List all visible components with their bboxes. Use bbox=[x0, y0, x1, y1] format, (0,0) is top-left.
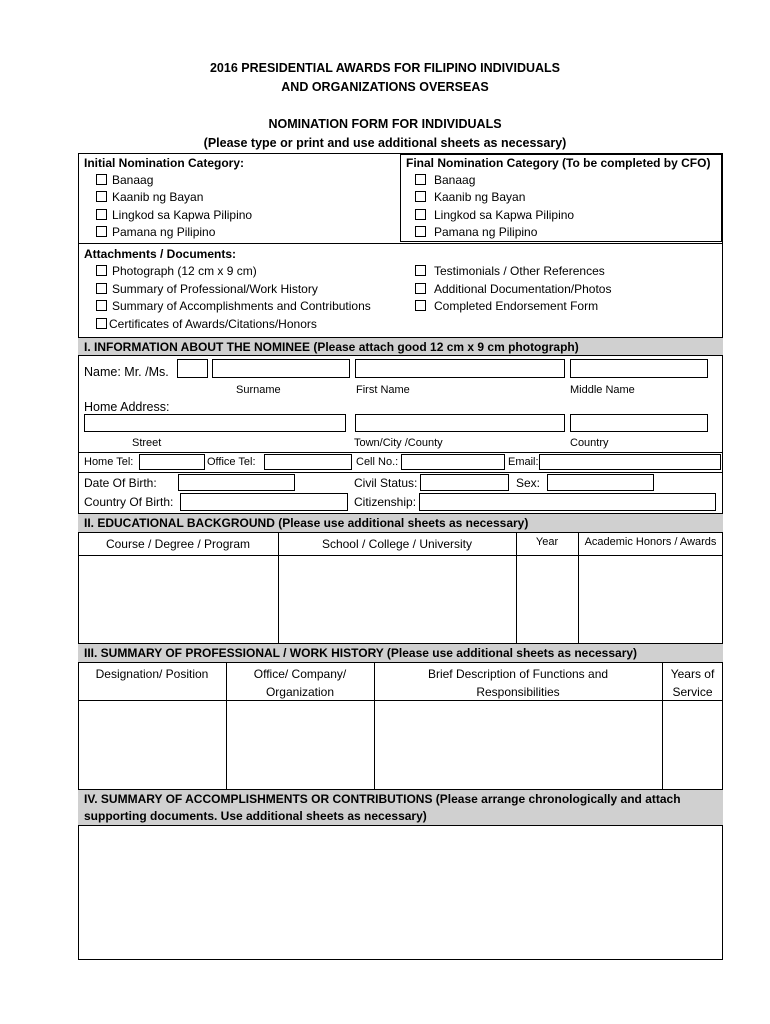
surname-field[interactable] bbox=[212, 359, 350, 378]
final-option-label: Kaanib ng Bayan bbox=[434, 190, 526, 204]
attachment-label: Summary of Professional/Work History bbox=[112, 282, 318, 296]
country-caption: Country bbox=[570, 437, 609, 449]
section2-heading: II. EDUCATIONAL BACKGROUND (Please use additional sheets as necessary) bbox=[84, 516, 529, 530]
final-pamana-checkbox[interactable] bbox=[415, 226, 426, 237]
column-divider bbox=[516, 533, 517, 643]
final-option-label: Banaag bbox=[434, 173, 476, 187]
divider bbox=[78, 452, 723, 453]
work-col-office-line2: Organization bbox=[265, 685, 335, 699]
email-field[interactable] bbox=[539, 454, 721, 470]
edu-col-year: Year bbox=[535, 536, 559, 548]
first-name-caption: First Name bbox=[356, 384, 410, 396]
dob-field[interactable] bbox=[178, 474, 295, 491]
attachment-label: Certificates of Awards/Citations/Honors bbox=[109, 317, 317, 331]
surname-caption: Surname bbox=[236, 384, 281, 396]
country-field[interactable] bbox=[570, 414, 708, 432]
main-title-line1: 2016 PRESIDENTIAL AWARDS FOR FILIPINO INDIVIDUALS bbox=[209, 61, 561, 75]
street-field[interactable] bbox=[84, 414, 346, 432]
attachment-label: Completed Endorsement Form bbox=[434, 299, 599, 313]
initial-banaag-checkbox[interactable] bbox=[96, 174, 107, 185]
name-label: Name: Mr. /Ms. bbox=[84, 365, 169, 379]
initial-category-label: Initial Nomination Category: bbox=[84, 156, 245, 170]
work-col-designation: Designation/ Position bbox=[95, 667, 209, 681]
certificates-checkbox[interactable] bbox=[96, 318, 107, 329]
attachment-label: Photograph (12 cm x 9 cm) bbox=[112, 264, 257, 278]
section2-header bbox=[78, 513, 723, 533]
street-caption: Street bbox=[132, 437, 162, 449]
sex-label: Sex: bbox=[516, 476, 541, 490]
form-title: NOMINATION FORM FOR INDIVIDUALS bbox=[268, 117, 502, 131]
attachment-label: Testimonials / Other References bbox=[434, 264, 605, 278]
final-kaanib-checkbox[interactable] bbox=[415, 191, 426, 202]
middle-name-caption: Middle Name bbox=[570, 384, 635, 396]
final-option-label: Lingkod sa Kapwa Pilipino bbox=[434, 208, 575, 222]
dob-label: Date Of Birth: bbox=[84, 476, 157, 490]
attachment-label: Additional Documentation/Photos bbox=[434, 282, 612, 296]
attachment-label: Summary of Accomplishments and Contributions bbox=[112, 299, 371, 313]
accomplishments-checkbox[interactable] bbox=[96, 300, 107, 311]
middle-name-field[interactable] bbox=[570, 359, 708, 378]
form-instructions: (Please type or print and use additional sheets as necessary) bbox=[203, 136, 567, 150]
cell-no-label: Cell No.: bbox=[356, 456, 399, 468]
cell-no-field[interactable] bbox=[401, 454, 505, 470]
section4-header bbox=[78, 789, 723, 826]
home-address-label: Home Address: bbox=[84, 400, 170, 414]
work-col-years-line1: Years of bbox=[670, 667, 715, 681]
section3-header bbox=[78, 643, 723, 663]
initial-option-label: Banaag bbox=[112, 173, 154, 187]
section4-heading-line2: supporting documents. Use additional sheets as necessary) bbox=[84, 809, 427, 823]
initial-option-label: Kaanib ng Bayan bbox=[112, 190, 204, 204]
work-col-description-line2: Responsibilities bbox=[476, 685, 560, 699]
initial-pamana-checkbox[interactable] bbox=[96, 226, 107, 237]
final-banaag-checkbox[interactable] bbox=[415, 174, 426, 185]
column-divider bbox=[226, 663, 227, 789]
edu-col-course: Course / Degree / Program bbox=[105, 537, 251, 551]
work-col-description-line1: Brief Description of Functions and bbox=[427, 667, 609, 681]
column-divider bbox=[662, 663, 663, 789]
section3-heading: III. SUMMARY OF PROFESSIONAL / WORK HISTORY (Please use additional sheets as necessary) bbox=[84, 646, 638, 660]
section4-heading-line1: IV. SUMMARY OF ACCOMPLISHMENTS OR CONTRIBUTIONS (Please arrange chronologically and attach bbox=[84, 792, 681, 806]
work-col-office-line1: Office/ Company/ bbox=[253, 667, 347, 681]
citizenship-field[interactable] bbox=[419, 493, 716, 511]
office-tel-field[interactable] bbox=[264, 454, 352, 470]
additional-docs-checkbox[interactable] bbox=[415, 283, 426, 294]
office-tel-label: Office Tel: bbox=[207, 456, 256, 468]
main-title-line2: AND ORGANIZATIONS OVERSEAS bbox=[281, 80, 489, 94]
initial-option-label: Pamana ng Pilipino bbox=[112, 225, 216, 239]
photograph-checkbox[interactable] bbox=[96, 265, 107, 276]
final-lingkod-checkbox[interactable] bbox=[415, 209, 426, 220]
civil-status-label: Civil Status: bbox=[354, 476, 418, 490]
section1-heading: I. INFORMATION ABOUT THE NOMINEE (Please attach good 12 cm x 9 cm photograph) bbox=[84, 340, 579, 354]
divider bbox=[78, 700, 723, 701]
initial-option-label: Lingkod sa Kapwa Pilipino bbox=[112, 208, 253, 222]
email-label: Email: bbox=[508, 456, 539, 468]
column-divider bbox=[578, 533, 579, 643]
endorsement-checkbox[interactable] bbox=[415, 300, 426, 311]
section1-header bbox=[78, 337, 723, 356]
citizenship-label: Citizenship: bbox=[354, 495, 417, 509]
testimonials-checkbox[interactable] bbox=[415, 265, 426, 276]
divider bbox=[78, 555, 723, 556]
civil-status-field[interactable] bbox=[420, 474, 509, 491]
work-history-checkbox[interactable] bbox=[96, 283, 107, 294]
final-category-label: Final Nomination Category (To be completed by CFO) bbox=[406, 156, 711, 170]
column-divider bbox=[278, 533, 279, 643]
home-tel-label: Home Tel: bbox=[84, 456, 134, 468]
cob-field[interactable] bbox=[180, 493, 348, 511]
column-divider bbox=[374, 663, 375, 789]
sex-field[interactable] bbox=[547, 474, 654, 491]
edu-col-school: School / College / University bbox=[321, 537, 473, 551]
first-name-field[interactable] bbox=[355, 359, 565, 378]
town-caption: Town/City /County bbox=[354, 437, 443, 449]
work-col-years-line2: Service bbox=[672, 685, 713, 699]
town-field[interactable] bbox=[355, 414, 565, 432]
initial-lingkod-checkbox[interactable] bbox=[96, 209, 107, 220]
divider bbox=[78, 243, 723, 244]
attachments-label: Attachments / Documents: bbox=[84, 247, 237, 261]
divider bbox=[78, 472, 723, 473]
edu-col-honors: Academic Honors / Awards bbox=[584, 536, 717, 548]
home-tel-field[interactable] bbox=[139, 454, 205, 470]
title-field[interactable] bbox=[177, 359, 208, 378]
initial-kaanib-checkbox[interactable] bbox=[96, 191, 107, 202]
cob-label: Country Of Birth: bbox=[84, 495, 174, 509]
final-option-label: Pamana ng Pilipino bbox=[434, 225, 538, 239]
